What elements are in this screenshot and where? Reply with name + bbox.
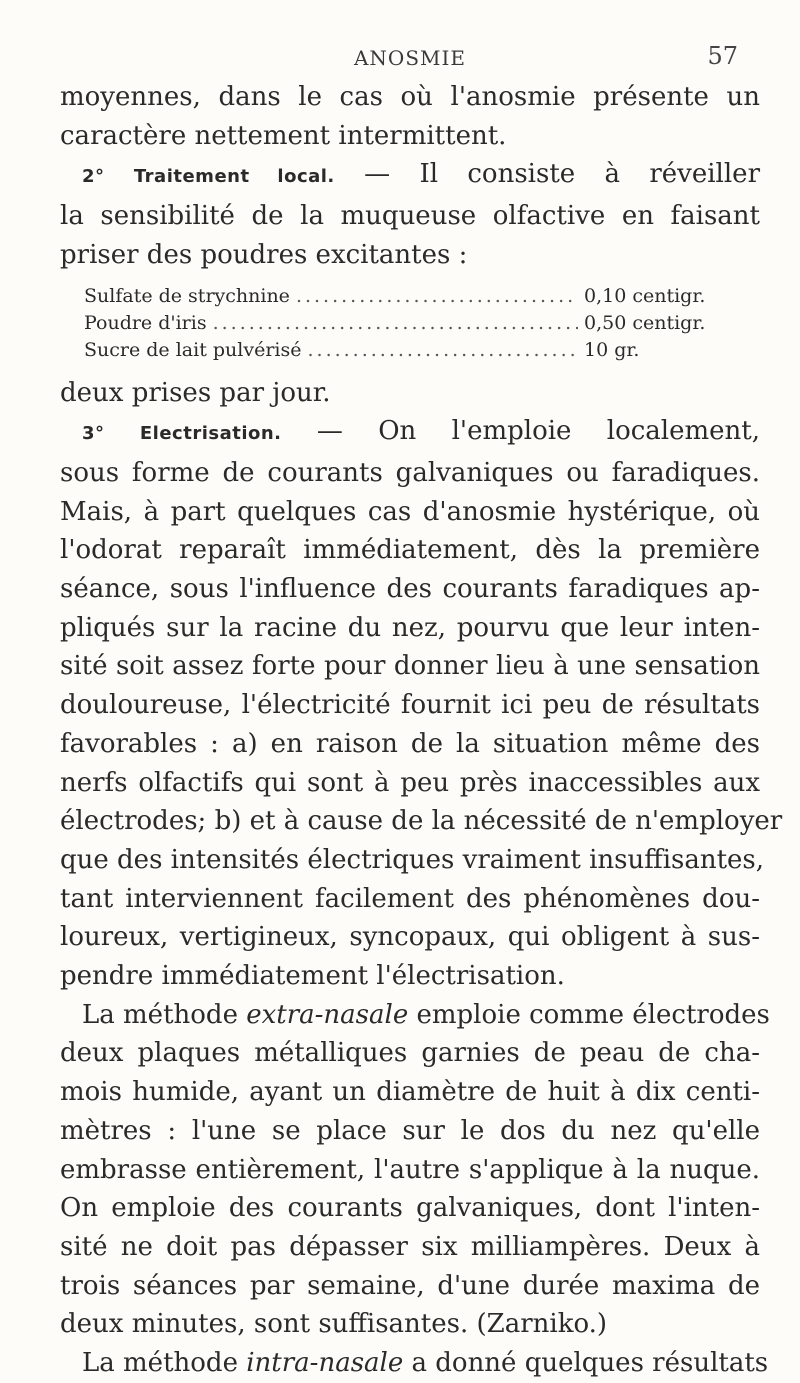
text-line: sité soit assez forte pour donner lieu à une sensation — [60, 651, 760, 682]
recipe-quantity: 10 gr. — [584, 338, 640, 361]
text-line: électrodes; b) et à cause de la nécessité de n'employer — [60, 806, 783, 837]
text-line: priser des poudres excitantes : — [60, 239, 468, 270]
text-line: sous forme de courants galvaniques ou faradiques. — [60, 457, 760, 488]
recipe-quantity: 0,10 centigr. — [584, 284, 706, 307]
text-run: emploie comme électrodes — [416, 999, 770, 1030]
running-head: ANOSMIE — [353, 46, 467, 70]
section-3-number: 3° — [82, 423, 105, 445]
text-line: mètres : l'une se place sur le dos du nez qu'elle — [60, 1115, 760, 1146]
text-line: séance, sous l'influence des courants faradiques ap- — [60, 574, 760, 605]
text-line: l'odorat reparaît immédiatement, dès la première — [60, 535, 760, 566]
recipe-ingredient: Poudre d'iris — [84, 311, 207, 334]
text-line: sité ne doit pas dépasser six milliampères. Deux à — [60, 1231, 760, 1262]
section-3-title: Electrisation. — [139, 423, 282, 445]
text-line: deux plaques métalliques garnies de peau de cha- — [60, 1038, 760, 1069]
italic-term: extra-nasale — [246, 999, 409, 1030]
page — [60, 0, 783, 1379]
section-2-number: 2° — [82, 166, 105, 188]
text-line: deux minutes, sont suffisantes. (Zarniko.) — [60, 1309, 608, 1340]
text-run: a donné quelques résultats — [411, 1348, 769, 1379]
text-line: Mais, à part quelques cas d'anosmie hystérique, où — [60, 496, 760, 527]
leader-dots — [296, 283, 578, 310]
page-header — [60, 0, 760, 78]
recipe-row — [84, 310, 734, 337]
text-line: douloureuse, l'électricité fournit ici peu de résultats — [60, 690, 760, 721]
recipe-ingredient: Sucre de lait pulvérisé — [84, 338, 302, 361]
intra-nasal-first-line — [60, 1344, 769, 1383]
section-2-heading-line — [60, 155, 760, 197]
section-2-title: Traitement local. — [133, 166, 335, 188]
text-run: La méthode — [82, 1348, 238, 1379]
text-line: loureux, vertigineux, syncopaux, qui obligent à sus- — [60, 922, 760, 953]
recipe-row — [84, 337, 734, 364]
recipe-list — [84, 283, 734, 364]
text-line: deux prises par jour. — [60, 377, 331, 408]
text-run: La méthode — [82, 999, 238, 1030]
text-line: pliqués sur la racine du nez, pourvu que leur inten- — [60, 612, 760, 643]
recipe-row — [84, 283, 734, 310]
text-line: tant interviennent facilement des phénomènes dou- — [60, 883, 760, 914]
leader-dots — [213, 310, 578, 337]
text-line: favorables : a) en raison de la situation même des — [60, 728, 760, 759]
text-line: pendre immédiatement l'électrisation. — [60, 961, 565, 992]
section-3-heading-line — [60, 412, 760, 454]
text-line: que des intensités électriques vraiment insuffisantes, — [60, 844, 765, 875]
recipe-ingredient: Sulfate de strychnine — [84, 284, 290, 307]
extra-nasal-first-line — [60, 996, 770, 1035]
text-line: nerfs olfactifs qui sont à peu près inaccessibles aux — [60, 767, 760, 798]
italic-term: intra-nasale — [246, 1348, 404, 1379]
text-run: — On l'emploie localement, — [316, 416, 761, 447]
text-line: embrasse entièrement, l'autre s'applique à la nuque. — [60, 1154, 760, 1185]
text-line: moyennes, dans le cas où l'anosmie présente un — [60, 82, 760, 112]
text-line: caractère nettement intermittent. — [60, 120, 507, 151]
recipe-quantity: 0,50 centigr. — [584, 311, 706, 334]
text-run: — Il consiste à réveiller — [364, 159, 760, 190]
text-line: la sensibilité de la muqueuse olfactive en faisant — [60, 201, 760, 232]
page-number: 57 — [707, 42, 738, 70]
body-text — [60, 78, 783, 1383]
text-line: trois séances par semaine, d'une durée maxima de — [60, 1270, 760, 1301]
text-line: mois humide, ayant un diamètre de huit à dix centi- — [60, 1077, 760, 1108]
text-line: On emploie des courants galvaniques, dont l'inten- — [60, 1193, 760, 1224]
leader-dots — [307, 337, 578, 364]
